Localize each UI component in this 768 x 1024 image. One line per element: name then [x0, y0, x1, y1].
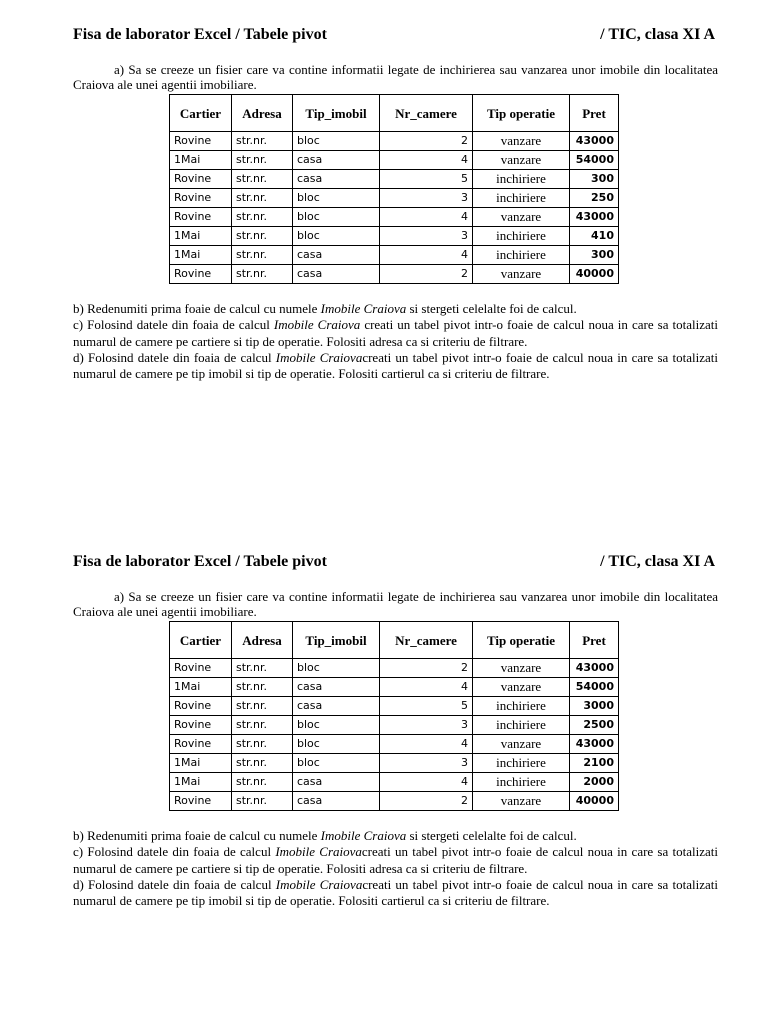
- sheet-name-emphasis: Imobile Craiova: [273, 317, 361, 333]
- table-row: [170, 227, 619, 246]
- lab-sheet-2: [0, 527, 768, 957]
- task-b: b) Redenumiti prima foaie de calcul cu numele Imobile Craiova si stergeti celelalte foi de calcul.: [73, 301, 577, 316]
- cell-nr-camere: 3: [380, 189, 473, 208]
- table-row: [170, 754, 619, 773]
- cell-adresa: str.nr.: [232, 697, 293, 716]
- cell-tip-imobil: casa: [293, 170, 380, 189]
- table-row: [170, 151, 619, 170]
- cell-pret: 54000: [570, 151, 619, 170]
- cell-tip-imobil: casa: [293, 773, 380, 792]
- class-label: / TIC, clasa XI A: [600, 553, 715, 570]
- cell-pret: 43000: [570, 132, 619, 151]
- cell-pret: 43000: [570, 208, 619, 227]
- header-tip-imobil: Tip_imobil: [293, 95, 380, 132]
- cell-adresa: str.nr.: [232, 735, 293, 754]
- cell-tip-imobil: bloc: [293, 659, 380, 678]
- cell-nr-camere: 3: [380, 716, 473, 735]
- cell-pret: 2500: [570, 716, 619, 735]
- cell-adresa: str.nr.: [232, 773, 293, 792]
- cell-adresa: str.nr.: [232, 227, 293, 246]
- cell-nr-camere: 3: [380, 227, 473, 246]
- cell-cartier: Rovine: [170, 170, 232, 189]
- cell-tip-operatie: vanzare: [473, 792, 570, 811]
- cell-nr-camere: 2: [380, 132, 473, 151]
- cell-pret: 54000: [570, 678, 619, 697]
- cell-tip-operatie: vanzare: [473, 735, 570, 754]
- cell-pret: 2100: [570, 754, 619, 773]
- header-row: [170, 95, 619, 132]
- cell-tip-operatie: inchiriere: [473, 773, 570, 792]
- intro-text: a) Sa se creeze un fisier care va contine informatii legate de inchirierea sau vanzarea unor imobile din localitatea Craiova ale unei agentii imobiliare.: [73, 589, 718, 619]
- header-pret: Pret: [570, 95, 619, 132]
- cell-pret: 300: [570, 170, 619, 189]
- cell-pret: 43000: [570, 735, 619, 754]
- table-row: [170, 735, 619, 754]
- task-d: d) Folosind datele din foaia de calcul Imobile Craiovacreati un tabel pivot intr-o foaie de calcul noua in care sa totalizati numarul de camere pe tip imobil si tip de operatie. Folositi cartierul ca si criteriu de filtrare.: [73, 349, 718, 382]
- cell-tip-operatie: inchiriere: [473, 246, 570, 265]
- cell-tip-imobil: bloc: [293, 208, 380, 227]
- header-tip-operatie: Tip operatie: [473, 95, 570, 132]
- header-nr-camere: Nr_camere: [380, 95, 473, 132]
- cell-tip-imobil: bloc: [293, 735, 380, 754]
- table-row: [170, 189, 619, 208]
- table-row: [170, 208, 619, 227]
- cell-adresa: str.nr.: [232, 265, 293, 284]
- cell-tip-imobil: bloc: [293, 189, 380, 208]
- cell-cartier: Rovine: [170, 659, 232, 678]
- cell-nr-camere: 5: [380, 697, 473, 716]
- cell-pret: 2000: [570, 773, 619, 792]
- task-b: b) Redenumiti prima foaie de calcul cu numele Imobile Craiova si stergeti celelalte foi de calcul.: [73, 828, 577, 843]
- cell-tip-operatie: vanzare: [473, 265, 570, 284]
- cell-tip-imobil: bloc: [293, 716, 380, 735]
- table-row: [170, 246, 619, 265]
- table-row: [170, 265, 619, 284]
- cell-pret: 410: [570, 227, 619, 246]
- cell-tip-operatie: inchiriere: [473, 227, 570, 246]
- task-c: c) Folosind datele din foaia de calcul Imobile Craiova creati un tabel pivot intr-o foaie de calcul noua in care sa totalizati numarul de camere pe cartiere si tip de operatie. Folositi adresa ca si criteriu de filtrare.: [73, 317, 718, 349]
- sheet-name-emphasis: Imobile Craiova: [320, 301, 407, 316]
- cell-tip-imobil: bloc: [293, 227, 380, 246]
- cell-cartier: 1Mai: [170, 678, 232, 697]
- intro-paragraph: [73, 589, 718, 619]
- cell-nr-camere: 5: [380, 170, 473, 189]
- cell-nr-camere: 4: [380, 246, 473, 265]
- sheet-name-emphasis: Imobile Craiova: [275, 876, 363, 892]
- title-row: [73, 26, 717, 46]
- cell-nr-camere: 4: [380, 773, 473, 792]
- cell-cartier: Rovine: [170, 792, 232, 811]
- cell-tip-operatie: inchiriere: [473, 189, 570, 208]
- cell-adresa: str.nr.: [232, 678, 293, 697]
- cell-tip-operatie: vanzare: [473, 151, 570, 170]
- cell-tip-operatie: inchiriere: [473, 716, 570, 735]
- data-table: [169, 621, 619, 811]
- cell-nr-camere: 4: [380, 208, 473, 227]
- cell-cartier: Rovine: [170, 189, 232, 208]
- cell-tip-imobil: casa: [293, 678, 380, 697]
- cell-pret: 40000: [570, 792, 619, 811]
- cell-nr-camere: 2: [380, 265, 473, 284]
- cell-tip-imobil: casa: [293, 697, 380, 716]
- cell-adresa: str.nr.: [232, 659, 293, 678]
- table-row: [170, 659, 619, 678]
- cell-pret: 40000: [570, 265, 619, 284]
- table-row: [170, 678, 619, 697]
- cell-tip-operatie: inchiriere: [473, 170, 570, 189]
- header-adresa: Adresa: [232, 95, 293, 132]
- task-list: [73, 828, 718, 909]
- cell-tip-imobil: casa: [293, 265, 380, 284]
- header-nr-camere: Nr_camere: [380, 622, 473, 659]
- cell-cartier: Rovine: [170, 208, 232, 227]
- cell-tip-imobil: bloc: [293, 754, 380, 773]
- cell-cartier: Rovine: [170, 132, 232, 151]
- header-tip-operatie: Tip operatie: [473, 622, 570, 659]
- table-row: [170, 792, 619, 811]
- table-row: [170, 170, 619, 189]
- sheet-name-emphasis: Imobile Craiova: [275, 844, 362, 860]
- header-row: [170, 622, 619, 659]
- cell-pret: 3000: [570, 697, 619, 716]
- cell-adresa: str.nr.: [232, 132, 293, 151]
- cell-tip-operatie: inchiriere: [473, 697, 570, 716]
- cell-tip-imobil: bloc: [293, 132, 380, 151]
- lab-sheet-1: [0, 0, 768, 430]
- cell-adresa: str.nr.: [232, 189, 293, 208]
- cell-adresa: str.nr.: [232, 792, 293, 811]
- cell-cartier: Rovine: [170, 716, 232, 735]
- cell-nr-camere: 3: [380, 754, 473, 773]
- sheet-name-emphasis: Imobile Craiova: [320, 828, 407, 843]
- cell-nr-camere: 2: [380, 792, 473, 811]
- cell-cartier: Rovine: [170, 697, 232, 716]
- cell-tip-operatie: vanzare: [473, 208, 570, 227]
- cell-cartier: 1Mai: [170, 754, 232, 773]
- data-table: [169, 94, 619, 284]
- sheet-title: Fisa de laborator Excel / Tabele pivot: [73, 26, 327, 43]
- task-d: d) Folosind datele din foaia de calcul Imobile Craiovacreati un tabel pivot intr-o foaie de calcul noua in care sa totalizati numarul de camere pe tip imobil si tip de operatie. Folositi cartierul ca si criteriu de filtrare.: [73, 876, 718, 909]
- cell-nr-camere: 4: [380, 735, 473, 754]
- cell-cartier: 1Mai: [170, 246, 232, 265]
- table-row: [170, 697, 619, 716]
- cell-adresa: str.nr.: [232, 170, 293, 189]
- cell-cartier: 1Mai: [170, 773, 232, 792]
- cell-adresa: str.nr.: [232, 716, 293, 735]
- sheet-name-emphasis: Imobile Craiova: [275, 349, 363, 365]
- header-cartier: Cartier: [170, 622, 232, 659]
- cell-cartier: 1Mai: [170, 151, 232, 170]
- cell-tip-operatie: vanzare: [473, 659, 570, 678]
- cell-tip-operatie: vanzare: [473, 678, 570, 697]
- class-label: / TIC, clasa XI A: [600, 26, 715, 43]
- table-row: [170, 716, 619, 735]
- task-list: [73, 301, 718, 382]
- cell-pret: 300: [570, 246, 619, 265]
- intro-paragraph: [73, 62, 718, 92]
- sheet-title: Fisa de laborator Excel / Tabele pivot: [73, 553, 327, 570]
- cell-adresa: str.nr.: [232, 208, 293, 227]
- table-row: [170, 773, 619, 792]
- cell-adresa: str.nr.: [232, 151, 293, 170]
- cell-tip-operatie: inchiriere: [473, 754, 570, 773]
- cell-adresa: str.nr.: [232, 754, 293, 773]
- cell-cartier: Rovine: [170, 735, 232, 754]
- intro-text: a) Sa se creeze un fisier care va contine informatii legate de inchirierea sau vanzarea unor imobile din localitatea Craiova ale unei agentii imobiliare.: [73, 62, 718, 92]
- cell-nr-camere: 2: [380, 659, 473, 678]
- header-tip-imobil: Tip_imobil: [293, 622, 380, 659]
- cell-nr-camere: 4: [380, 151, 473, 170]
- cell-tip-imobil: casa: [293, 246, 380, 265]
- header-pret: Pret: [570, 622, 619, 659]
- cell-tip-operatie: vanzare: [473, 132, 570, 151]
- cell-cartier: 1Mai: [170, 227, 232, 246]
- cell-nr-camere: 4: [380, 678, 473, 697]
- table-row: [170, 132, 619, 151]
- cell-pret: 250: [570, 189, 619, 208]
- title-row: [73, 553, 717, 573]
- header-adresa: Adresa: [232, 622, 293, 659]
- cell-tip-imobil: casa: [293, 792, 380, 811]
- cell-cartier: Rovine: [170, 265, 232, 284]
- header-cartier: Cartier: [170, 95, 232, 132]
- task-c: c) Folosind datele din foaia de calcul Imobile Craiovacreati un tabel pivot intr-o foaie de calcul noua in care sa totalizati numarul de camere pe cartiere si tip de operatie. Folositi adresa ca si criteriu de filtrare.: [73, 844, 718, 876]
- cell-tip-imobil: casa: [293, 151, 380, 170]
- cell-pret: 43000: [570, 659, 619, 678]
- cell-adresa: str.nr.: [232, 246, 293, 265]
